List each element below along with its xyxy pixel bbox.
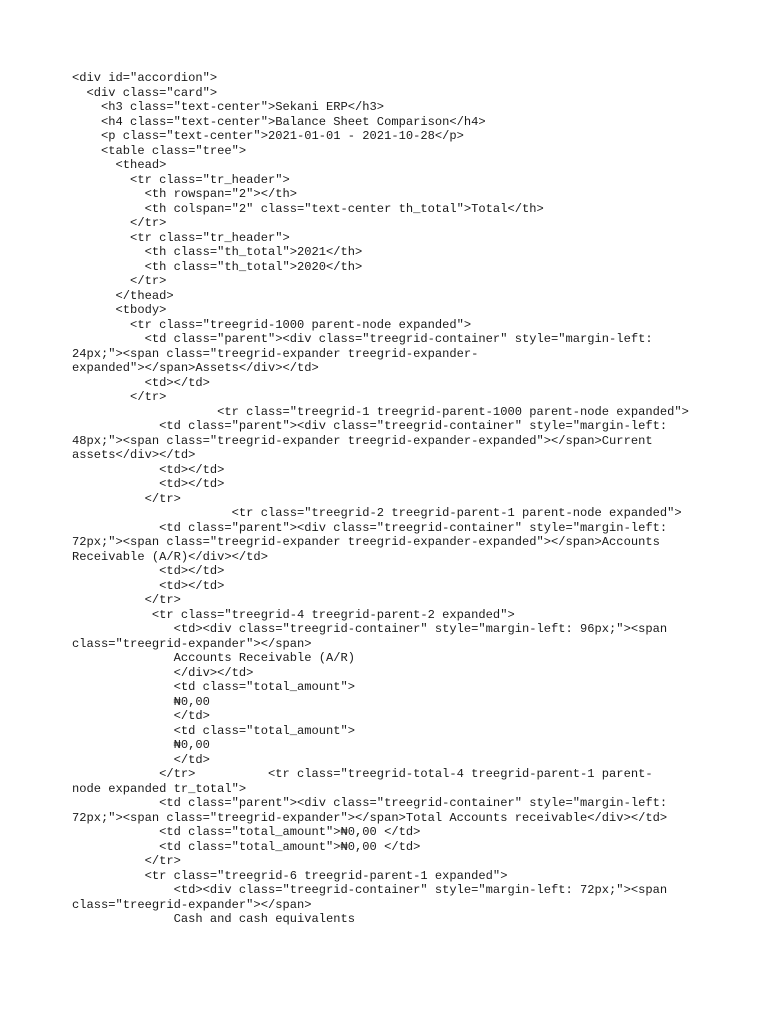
code-line: <td class="parent"><div class="treegrid-container" style="margin-left: bbox=[72, 520, 668, 535]
code-line: <tr class="tr_header"> bbox=[72, 230, 290, 245]
code-line: <td class="parent"><div class="treegrid-container" style="margin-left: bbox=[72, 419, 668, 433]
code-line: <h4 class="text-center">Balance Sheet Comparison</h4> bbox=[72, 114, 486, 129]
code-line: <td class="total_amount"> bbox=[72, 680, 356, 694]
code-line: <tbody> bbox=[72, 303, 167, 317]
code-line: </tr> bbox=[72, 216, 167, 230]
code-line: Receivable (A/R)</div></td> bbox=[72, 549, 268, 564]
code-line: Cash and cash equivalents bbox=[72, 912, 356, 926]
code-line: <td class="total_amount"> bbox=[72, 723, 356, 738]
code-line: class="treegrid-expander"></span> bbox=[72, 897, 312, 912]
code-line: </td> bbox=[72, 752, 210, 767]
code-line: <td></td> bbox=[72, 375, 210, 390]
code-line: <p class="text-center">2021-01-01 - 2021-10-28</p> bbox=[72, 129, 464, 143]
code-line: expanded"></span>Assets</div></td> bbox=[72, 361, 319, 375]
code-line: 72px;"><span class="treegrid-expander"></span>Total Accounts receivable</div></td> bbox=[72, 810, 668, 825]
code-line: </tr> bbox=[72, 854, 181, 868]
code-line: <thead> bbox=[72, 158, 167, 172]
code-line: </tr> bbox=[72, 390, 167, 404]
code-line: <tr class="treegrid-6 treegrid-parent-1 expanded"> bbox=[72, 868, 508, 883]
code-line: <td class="parent"><div class="treegrid-container" style="margin-left: bbox=[72, 332, 653, 346]
code-line: <td></td> bbox=[72, 564, 225, 578]
code-listing bbox=[72, 71, 702, 927]
code-line: <div id="accordion"> bbox=[72, 71, 218, 85]
code-line: <tr class="treegrid-1 treegrid-parent-1000 parent-node expanded"> bbox=[72, 404, 689, 419]
code-line: </tr> bbox=[72, 274, 167, 288]
code-line: </thead> bbox=[72, 288, 174, 303]
code-line: <th class="th_total">2021</th> bbox=[72, 245, 363, 259]
code-line: </div></td> bbox=[72, 665, 254, 680]
code-line: <tr class="treegrid-2 treegrid-parent-1 parent-node expanded"> bbox=[72, 506, 682, 520]
code-line: <td></td> bbox=[72, 578, 225, 593]
code-line: 72px;"><span class="treegrid-expander treegrid-expander-expanded"></span>Accounts bbox=[72, 535, 660, 549]
code-line: <td class="parent"><div class="treegrid-container" style="margin-left: bbox=[72, 796, 668, 810]
code-line: <th class="th_total">2020</th> bbox=[72, 259, 363, 274]
code-line: <table class="tree"> bbox=[72, 143, 247, 158]
code-line: <tr class="treegrid-4 treegrid-parent-2 expanded"> bbox=[72, 607, 515, 622]
code-line: assets</div></td> bbox=[72, 448, 196, 462]
code-line: <td><div class="treegrid-container" style="margin-left: 96px;"><span bbox=[72, 622, 668, 636]
code-line: <td class="total_amount">₦0,00 </td> bbox=[72, 825, 421, 839]
code-line: ₦0,00 bbox=[72, 694, 210, 709]
code-line: </td> bbox=[72, 709, 210, 723]
code-line: 48px;"><span class="treegrid-expander treegrid-expander-expanded"></span>Current bbox=[72, 433, 653, 448]
code-line: </tr> bbox=[72, 491, 181, 506]
code-line: <tr class="treegrid-1000 parent-node expanded"> bbox=[72, 317, 472, 332]
code-line: </tr> <tr class="treegrid-total-4 treegrid-parent-1 parent- bbox=[72, 767, 653, 781]
code-line: 24px;"><span class="treegrid-expander treegrid-expander- bbox=[72, 346, 479, 361]
code-line: <h3 class="text-center">Sekani ERP</h3> bbox=[72, 100, 385, 114]
code-line: Accounts Receivable (A/R) bbox=[72, 651, 356, 665]
code-line: node expanded tr_total"> bbox=[72, 781, 247, 796]
code-line: <td class="total_amount">₦0,00 </td> bbox=[72, 839, 421, 854]
code-line: <td><div class="treegrid-container" style="margin-left: 72px;"><span bbox=[72, 883, 668, 897]
code-line: <th colspan="2" class="text-center th_total">Total</th> bbox=[72, 201, 544, 216]
code-line: </tr> bbox=[72, 593, 181, 607]
code-line: <td></td> bbox=[72, 462, 225, 477]
code-line: class="treegrid-expander"></span> bbox=[72, 636, 312, 651]
code-line: ₦0,00 bbox=[72, 738, 210, 752]
code-line: <th rowspan="2"></th> bbox=[72, 187, 297, 201]
code-line: <div class="card"> bbox=[72, 85, 218, 100]
code-line: <td></td> bbox=[72, 477, 225, 491]
code-line: <tr class="tr_header"> bbox=[72, 172, 290, 187]
